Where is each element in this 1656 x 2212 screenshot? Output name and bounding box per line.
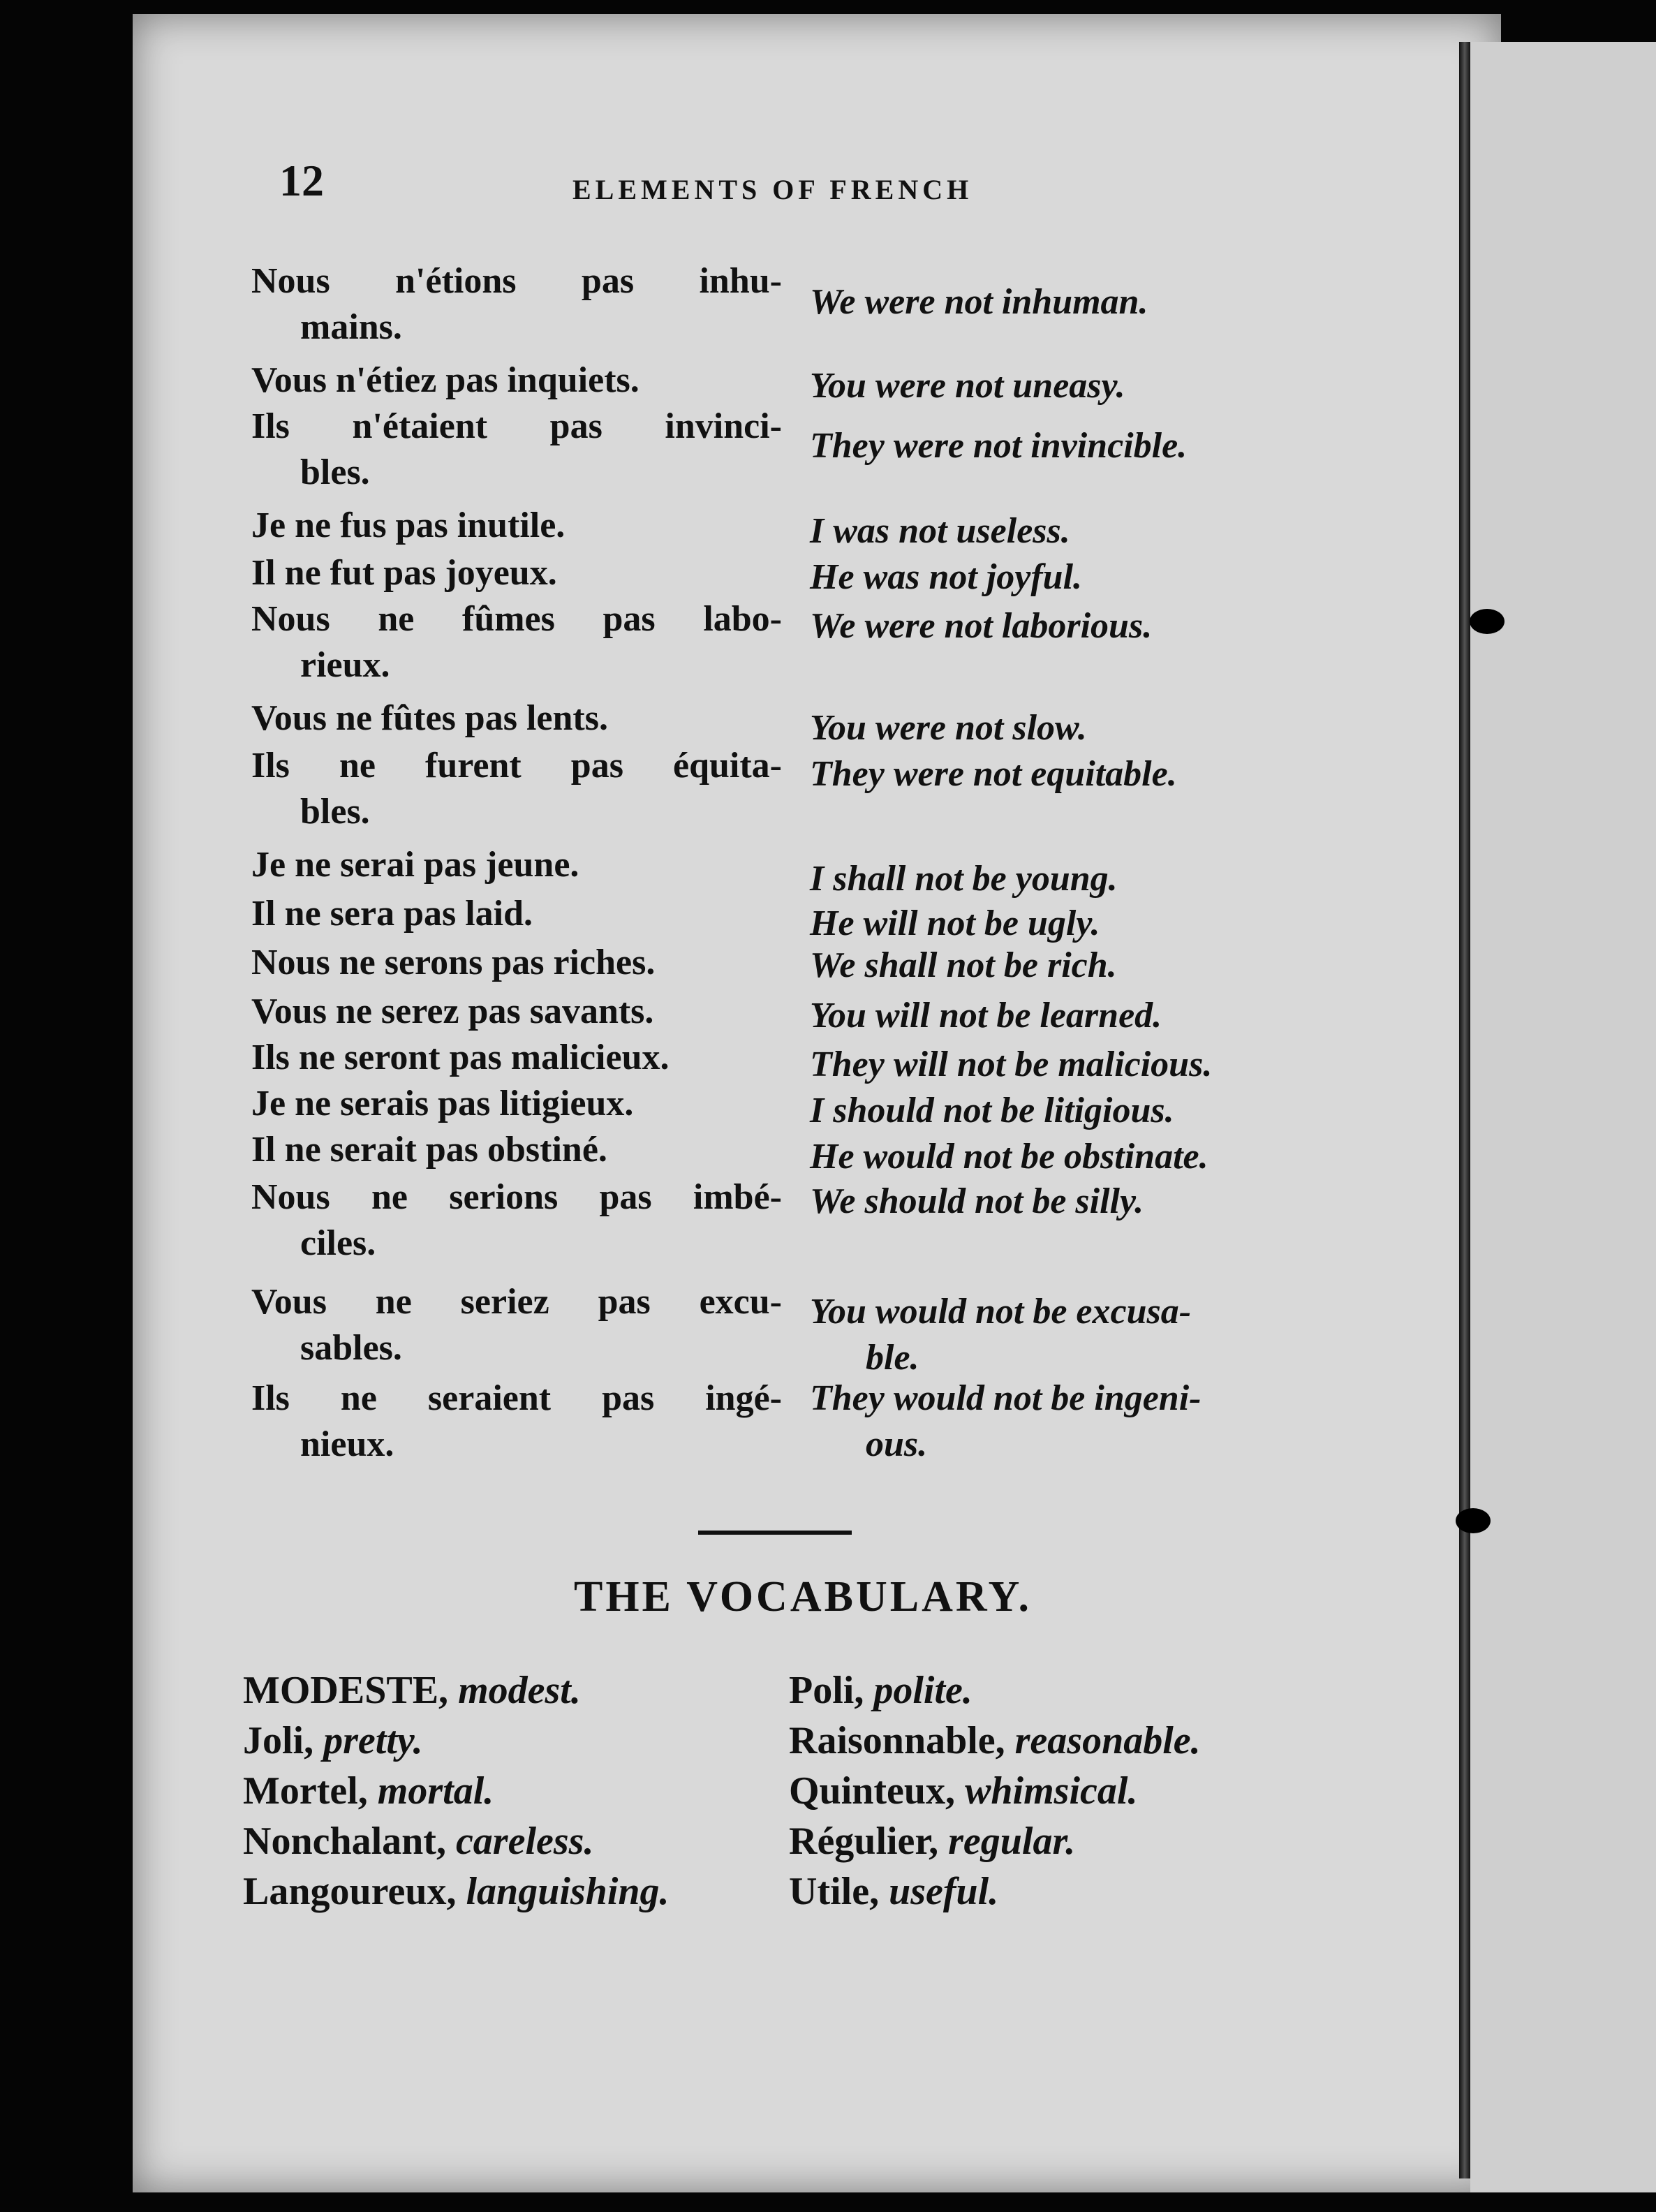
book-spine [1459, 42, 1470, 2178]
english-translation: I shall not be young. [810, 859, 1118, 899]
french-sentence: Nous ne serons pas riches. [251, 943, 656, 982]
vocabulary-item: Nonchalant, careless. [243, 1820, 594, 1863]
running-head: ELEMENTS OF FRENCH [572, 174, 973, 205]
french-sentence: Nous ne fûmes pas labo- rieux. [251, 599, 782, 685]
binding-mark [1470, 609, 1505, 634]
french-sentence: Ils ne seraient pas ingé- nieux. [251, 1378, 782, 1464]
section-divider [698, 1531, 852, 1535]
page-header [279, 155, 1396, 225]
french-sentence: Vous ne serez pas savants. [251, 991, 654, 1031]
vocabulary-item: Quinteux, whimsical. [789, 1769, 1138, 1813]
french-sentence: Vous n'étiez pas inquiets. [251, 360, 640, 400]
english-translation: You would not be excusa- ble. [810, 1292, 1192, 1378]
english-translation: I should not be litigious. [810, 1091, 1174, 1130]
french-sentence: Je ne fus pas inutile. [251, 506, 565, 545]
french-sentence: Je ne serais pas litigieux. [251, 1084, 634, 1123]
french-sentence: Nous n'étions pas inhu- mains. [251, 261, 782, 347]
english-translation: You were not slow. [810, 708, 1087, 748]
french-sentence: Ils ne seront pas malicieux. [251, 1038, 670, 1077]
vocabulary-item: Utile, useful. [789, 1870, 999, 1913]
vocabulary-column-left [243, 1665, 801, 1917]
english-translation: We shall not be rich. [810, 945, 1117, 985]
english-translation: They were not equitable. [810, 754, 1177, 794]
vocabulary-item: MODESTE, modest. [243, 1669, 581, 1712]
english-translation: We were not laborious. [810, 606, 1153, 646]
french-sentence: Je ne serai pas jeune. [251, 845, 579, 885]
english-translation: He will not be ugly. [810, 904, 1100, 943]
vocabulary-column-right [789, 1665, 1347, 1917]
vocabulary-item: Joli, pretty. [243, 1719, 423, 1762]
french-sentence: Vous ne seriez pas excu- sables. [251, 1282, 782, 1368]
facing-page-edge [1470, 42, 1656, 2192]
vocabulary-item: Raisonnable, reasonable. [789, 1719, 1201, 1762]
english-translation: We should not be silly. [810, 1181, 1144, 1221]
english-translation: You will not be learned. [810, 996, 1162, 1035]
english-translation: He was not joyful. [810, 557, 1083, 597]
english-translation: They will not be malicious. [810, 1045, 1213, 1084]
english-translation: You were not uneasy. [810, 366, 1125, 406]
english-translation: We were not inhuman. [810, 282, 1148, 322]
french-sentence: Il ne sera pas laid. [251, 894, 533, 934]
english-translation: They were not invincible. [810, 426, 1188, 466]
english-translation: They would not be ingeni- ous. [810, 1378, 1202, 1464]
page-number: 12 [279, 156, 324, 205]
vocabulary-item: Mortel, mortal. [243, 1769, 494, 1813]
french-sentence: Ils n'étaient pas invinci- bles. [251, 406, 782, 492]
vocabulary-item: Régulier, regular. [789, 1820, 1076, 1863]
french-sentence: Nous ne serions pas imbé- ciles. [251, 1177, 782, 1263]
vocabulary-title: THE VOCABULARY. [573, 1573, 1033, 1621]
vocabulary-item: Langoureux, languishing. [243, 1870, 670, 1913]
english-translation: I was not useless. [810, 511, 1070, 551]
binding-mark [1456, 1508, 1491, 1533]
french-sentence: Il ne serait pas obstiné. [251, 1130, 607, 1170]
vocabulary-item: Poli, polite. [789, 1669, 973, 1712]
english-translation: He would not be obstinate. [810, 1137, 1208, 1177]
french-sentence: Vous ne fûtes pas lents. [251, 698, 608, 738]
french-sentence: Ils ne furent pas équita- bles. [251, 746, 782, 832]
french-sentence: Il ne fut pas joyeux. [251, 553, 557, 593]
